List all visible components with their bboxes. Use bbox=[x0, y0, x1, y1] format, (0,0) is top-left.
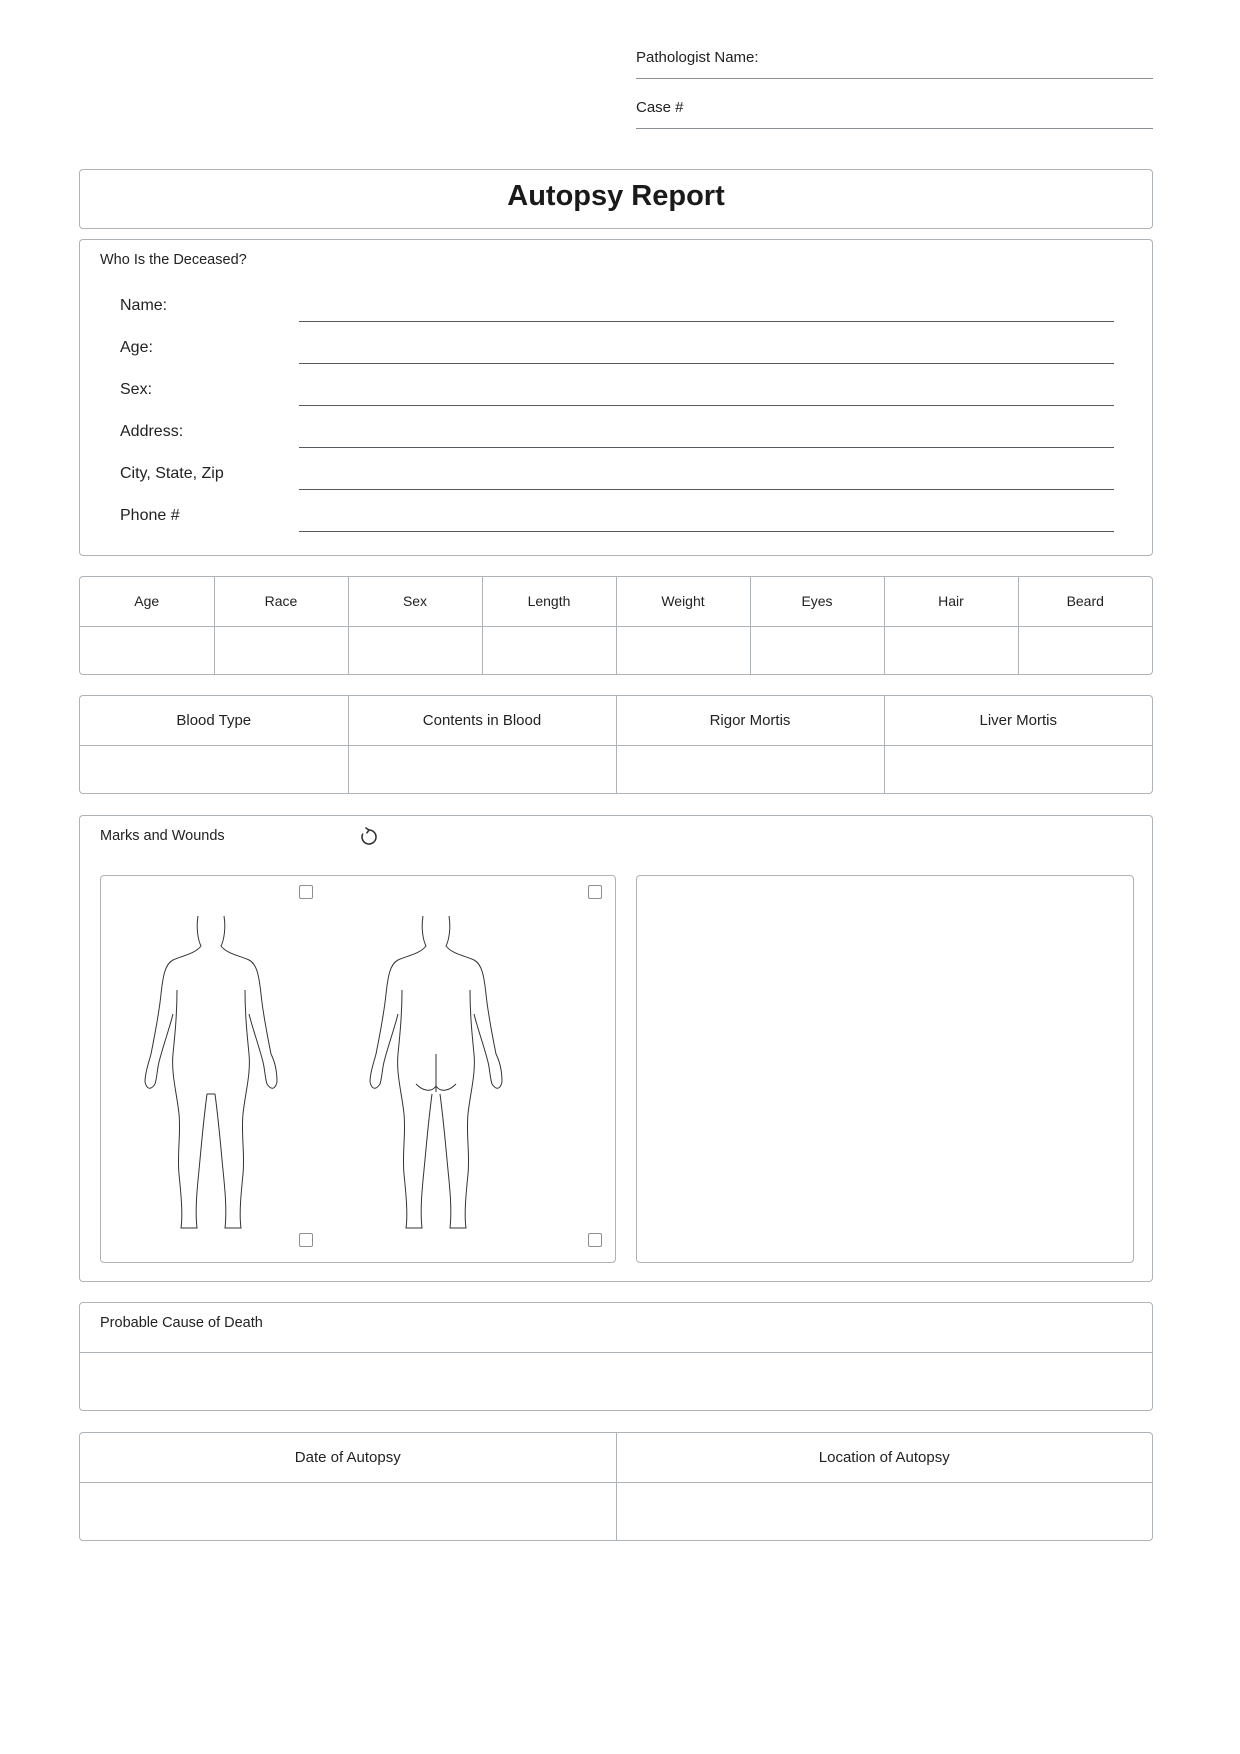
autopsy-header-date: Date of Autopsy bbox=[294, 1448, 401, 1466]
physical-cell-sex[interactable] bbox=[348, 626, 482, 674]
name-label: Name: bbox=[120, 297, 168, 314]
blood-header-rigor: Rigor Mortis bbox=[616, 696, 884, 745]
city-state-zip-label: City, State, Zip bbox=[120, 465, 224, 482]
age-field[interactable] bbox=[299, 363, 1114, 364]
physical-cell-weight[interactable] bbox=[616, 626, 750, 674]
blood-table bbox=[80, 696, 1152, 793]
deceased-section-label: Who Is the Deceased? bbox=[100, 252, 247, 268]
front-bottom-checkbox[interactable] bbox=[299, 1233, 313, 1247]
address-label: Address: bbox=[120, 423, 184, 440]
age-label: Age: bbox=[120, 339, 153, 356]
marks-section bbox=[79, 815, 1153, 1282]
physical-table bbox=[80, 577, 1152, 674]
title-box bbox=[79, 169, 1153, 229]
blood-table-box bbox=[79, 695, 1153, 794]
autopsy-table-box bbox=[79, 1432, 1153, 1541]
cause-field[interactable] bbox=[80, 1353, 1152, 1410]
physical-cell-length[interactable] bbox=[482, 626, 616, 674]
blood-cell-rigor[interactable] bbox=[616, 745, 884, 793]
physical-cell-age[interactable] bbox=[80, 626, 214, 674]
marks-notes-area[interactable] bbox=[636, 875, 1134, 1263]
physical-header-race: Race bbox=[214, 577, 348, 626]
physical-cell-beard[interactable] bbox=[1018, 626, 1152, 674]
autopsy-header-location: Location of Autopsy bbox=[616, 1433, 1152, 1482]
sex-label: Sex: bbox=[120, 381, 153, 398]
blood-cell-type[interactable] bbox=[80, 745, 348, 793]
pathologist-name-label: Pathologist Name: bbox=[636, 49, 759, 66]
marks-section-label: Marks and Wounds bbox=[100, 828, 225, 844]
reset-icon[interactable] bbox=[359, 827, 379, 847]
blood-cell-liver[interactable] bbox=[884, 745, 1152, 793]
blood-header-type: Blood Type bbox=[176, 711, 252, 729]
body-back-icon bbox=[366, 914, 506, 1234]
front-top-checkbox[interactable] bbox=[299, 885, 313, 899]
phone-field[interactable] bbox=[299, 531, 1114, 532]
pathologist-name-field[interactable] bbox=[636, 78, 1153, 79]
deceased-section bbox=[79, 239, 1153, 556]
blood-header-contents: Contents in Blood bbox=[348, 696, 616, 745]
autopsy-cell-location[interactable] bbox=[616, 1482, 1152, 1540]
case-number-field[interactable] bbox=[636, 128, 1153, 129]
autopsy-table bbox=[80, 1433, 1152, 1540]
blood-cell-contents[interactable] bbox=[348, 745, 616, 793]
city-state-zip-field[interactable] bbox=[299, 489, 1114, 490]
autopsy-cell-date[interactable] bbox=[80, 1482, 616, 1540]
case-number-label: Case # bbox=[636, 99, 684, 116]
physical-table-box bbox=[79, 576, 1153, 675]
back-bottom-checkbox[interactable] bbox=[588, 1233, 602, 1247]
physical-cell-hair[interactable] bbox=[884, 626, 1018, 674]
page-title: Autopsy Report bbox=[507, 180, 725, 212]
cause-section-label: Probable Cause of Death bbox=[100, 1315, 263, 1331]
name-field[interactable] bbox=[299, 321, 1114, 322]
physical-header-weight: Weight bbox=[616, 577, 750, 626]
phone-label: Phone # bbox=[120, 507, 180, 524]
physical-header-age: Age bbox=[134, 593, 160, 610]
sex-field[interactable] bbox=[299, 405, 1114, 406]
address-field[interactable] bbox=[299, 447, 1114, 448]
physical-cell-race[interactable] bbox=[214, 626, 348, 674]
physical-header-sex: Sex bbox=[348, 577, 482, 626]
physical-header-beard: Beard bbox=[1018, 577, 1152, 626]
blood-header-liver: Liver Mortis bbox=[884, 696, 1152, 745]
back-top-checkbox[interactable] bbox=[588, 885, 602, 899]
physical-header-eyes: Eyes bbox=[750, 577, 884, 626]
body-front-icon bbox=[141, 914, 281, 1234]
physical-cell-eyes[interactable] bbox=[750, 626, 884, 674]
body-diagram-panel bbox=[100, 875, 616, 1263]
physical-header-hair: Hair bbox=[884, 577, 1018, 626]
physical-header-length: Length bbox=[482, 577, 616, 626]
cause-section bbox=[79, 1302, 1153, 1411]
